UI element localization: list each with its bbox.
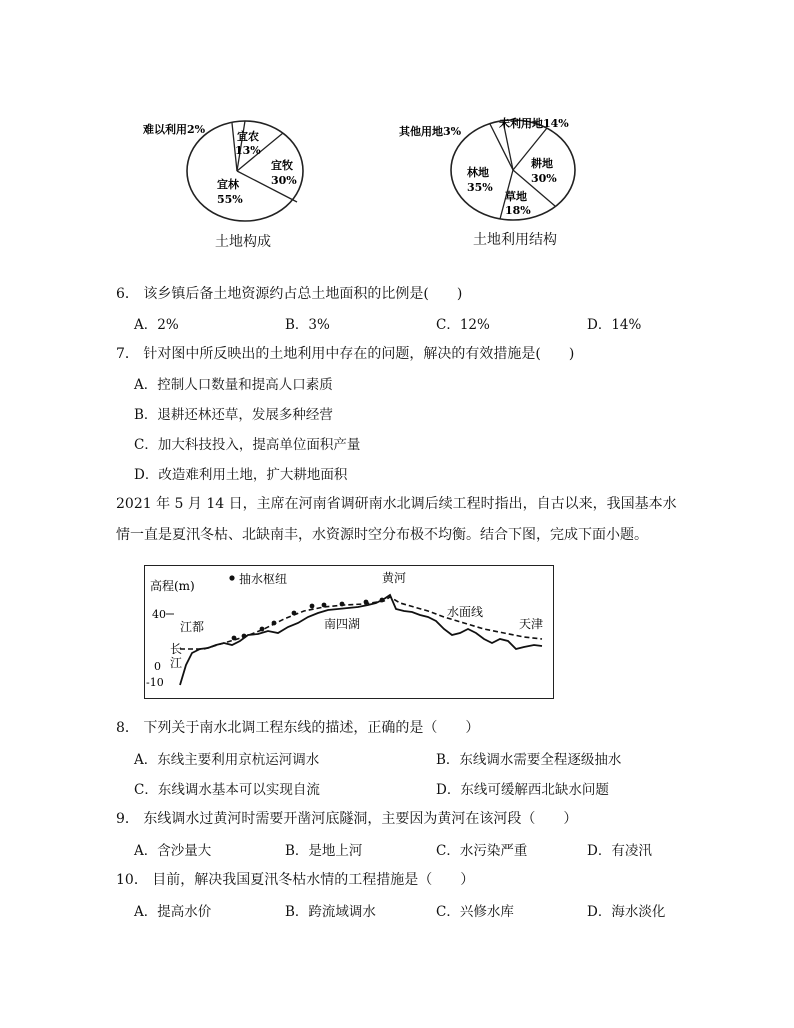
pie2-value-gengdi: 30% [531,172,557,185]
pie-chart-land-composition [135,116,325,226]
pie1-label-nanyi: 难以利用2% [143,123,206,136]
place-label-chang: 长 [170,642,183,656]
question-9-stem: 9． 东线调水过黄河时需要开凿河底隧洞，主要因为黄河在该河段（ ） [116,811,578,827]
pie2-label-caodi: 草地 [505,190,527,203]
question-9-option-a[interactable]: A．含沙量大 [134,843,212,859]
place-label-jiang: 江 [170,656,183,670]
profile-frame [145,566,554,699]
legend-pumping-station-marker [229,575,234,580]
passage-line-2: 情一直是夏汛冬枯、北缺南丰，水资源时空分布极不均衡。结合下图，完成下面小题。 [116,527,648,543]
question-8-option-d[interactable]: D．东线可缓解西北缺水问题 [436,782,609,798]
pie1-value-yinong: 13% [235,144,261,157]
question-8-option-b[interactable]: B．东线调水需要全程逐级抽水 [436,752,622,768]
pie2-label-weili: 未利用地14% [499,117,569,130]
question-8-option-a[interactable]: A．东线主要利用京杭运河调水 [134,752,320,768]
y-tick-40: 40 [152,608,166,621]
question-10-option-c[interactable]: C．兴修水库 [436,904,514,920]
place-label-jiangdu: 江都 [180,620,205,634]
question-7-option-d[interactable]: D．改造难利用土地，扩大耕地面积 [134,467,348,483]
question-9-option-b[interactable]: B．是地上河 [285,843,363,859]
profile-y-axis-label: 高程(m) [150,579,195,593]
pie2-label-gengdi: 耕地 [531,157,553,170]
pie2-value-caodi: 18% [505,204,531,217]
pie-chart-land-use-structure [395,112,605,224]
question-9-option-d[interactable]: D．有凌汛 [587,843,652,859]
pie2-title: 土地利用结构 [473,232,557,248]
pie2-label-lindi: 林地 [467,166,489,179]
y-tick-minus10: -10 [146,676,164,689]
question-10-option-b[interactable]: B．跨流域调水 [285,904,376,920]
question-8-stem: 8． 下列关于南水北调工程东线的描述，正确的是（ ） [116,720,480,736]
question-8-option-c[interactable]: C．东线调水基本可以实现自流 [134,782,320,798]
y-tick-0: 0 [154,660,161,673]
legend-pumping-station-label: 抽水枢纽 [239,572,288,586]
question-7-option-a[interactable]: A．控制人口数量和提高人口素质 [134,377,333,393]
question-6-stem: 6． 该乡镇后备土地资源约占总土地面积的比例是( ) [116,286,463,302]
question-6-option-d[interactable]: D．14% [587,317,642,333]
place-label-tianjin: 天津 [519,617,544,631]
place-label-water-surface-line: 水面线 [447,605,484,619]
question-10-stem: 10． 目前，解决我国夏汛冬枯水情的工程措施是（ ） [116,872,475,888]
pie2-slice-divider-1 [490,124,513,170]
question-10-option-d[interactable]: D．海水淡化 [587,904,666,920]
pie2-label-qita: 其他用地3% [399,125,462,138]
pie1-value-yilin: 55% [217,193,243,206]
pie1-value-yimu: 30% [271,174,297,187]
question-7-stem: 7． 针对图中所反映出的土地利用中存在的问题，解决的有效措施是( ) [116,346,575,362]
pie1-label-yilin: 宜林 [217,178,239,191]
question-6-option-a[interactable]: A．2% [134,317,179,333]
place-label-nansihu: 南四湖 [324,617,361,631]
pie2-value-lindi: 35% [467,181,493,194]
question-7-option-c[interactable]: C．加大科技投入，提高单位面积产量 [134,437,361,453]
question-7-option-b[interactable]: B．退耕还林还草，发展多种经营 [134,407,333,423]
question-6-option-c[interactable]: C．12% [436,317,490,333]
question-6-option-b[interactable]: B．3% [285,317,330,333]
question-10-option-a[interactable]: A．提高水价 [134,904,212,920]
passage-line-1: 2021 年 5 月 14 日，主席在河南省调研南水北调后续工程时指出，自古以来，我国基本水 [116,496,677,512]
pie1-label-yinong: 宜农 [237,130,259,143]
passage [116,489,701,551]
elevation-profile-chart [144,565,554,699]
place-label-huanghe: 黄河 [382,571,407,585]
pie1-title: 土地构成 [215,234,271,250]
question-9-option-c[interactable]: C．水污染严重 [436,843,528,859]
pie1-label-yimu: 宜牧 [271,159,293,172]
